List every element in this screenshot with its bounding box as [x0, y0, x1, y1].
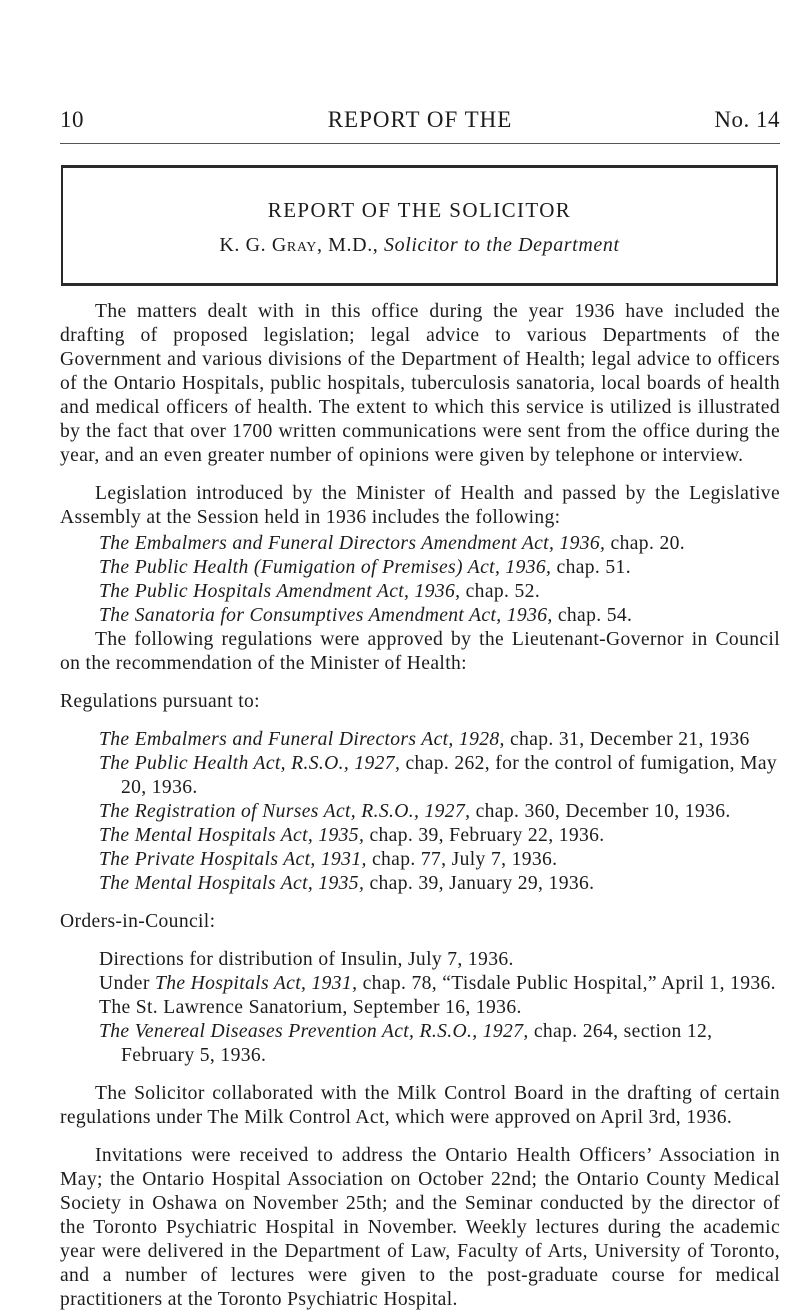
regulation-act-title: The Mental Hospitals Act, 1935,	[99, 825, 365, 846]
orders-heading: Orders-in-Council:	[60, 911, 216, 932]
list-item	[60, 824, 780, 848]
list-item	[60, 800, 780, 824]
order-detail: chap. 78, “Tisdale Public Hospital,” April 1, 1936.	[357, 973, 776, 994]
list-item: The St. Lawrence Sanatorium, September 16, 1936.	[99, 997, 522, 1018]
regulations-list	[60, 728, 780, 896]
author-role: Solicitor to the Department	[384, 234, 620, 256]
list-item: Directions for distribution of Insulin, July 7, 1936.	[99, 949, 514, 970]
section-author	[63, 234, 776, 257]
order-prefix: Under	[99, 973, 155, 994]
paragraph-legislation: Legislation introduced by the Minister of Health and passed by the Legislative Assembly at the Session held in 1936 includes the following:	[60, 483, 780, 528]
act-title: The Public Hospitals Amendment Act, 1936,	[99, 581, 461, 602]
paragraph-milk-control: The Solicitor collaborated with the Milk Control Board in the drafting of certain regulations under The Milk Control Act, which were approved on April 3rd, 1936.	[60, 1083, 780, 1128]
act-chapter: chap. 51.	[551, 557, 631, 578]
regulation-detail: chap. 360, December 10, 1936.	[470, 801, 731, 822]
regulation-act-title: The Registration of Nurses Act, R.S.O., 1927,	[99, 801, 471, 822]
order-act-title: The Venereal Diseases Prevention Act, R.S.O., 1927,	[99, 1021, 529, 1042]
section-title: REPORT OF THE SOLICITOR	[267, 198, 572, 222]
order-act-title: The Hospitals Act, 1931,	[154, 973, 358, 994]
report-body	[60, 300, 780, 1312]
section-title-box	[61, 165, 778, 286]
header-rule	[60, 143, 780, 144]
regulation-act-title: The Private Hospitals Act, 1931,	[99, 849, 367, 870]
regulation-act-title: The Mental Hospitals Act, 1935,	[99, 873, 365, 894]
regulation-detail: chap. 39, February 22, 1936.	[364, 825, 605, 846]
page-number: 10	[60, 107, 84, 132]
list-item	[60, 848, 780, 872]
act-chapter: chap. 20.	[605, 533, 685, 554]
act-title: The Sanatoria for Consumptives Amendment Act, 1936,	[99, 605, 553, 626]
paragraph-regulations: The following regulations were approved by the Lieutenant-Governor in Council on the recommendation of the Minister of Health:	[60, 629, 780, 674]
act-chapter: chap. 54.	[552, 605, 633, 626]
paragraph-overview: The matters dealt with in this office during the year 1936 have included the drafting of proposed legislation; legal advice to various Departments of the Government and various divisions of the Department of Health; legal advice to officers of the Ontario Hospitals, public hospitals, tuberculosis sanatoria, local boards of health and medical officers of health. The extent to which this service is utilized is illustrated by the fact that over 1700 written communications were sent from the office during the year, and an even greater number of opinions were given by telephone or interview.	[60, 301, 780, 466]
running-header	[60, 107, 780, 135]
running-title: REPORT OF THE	[327, 107, 513, 132]
act-title: The Embalmers and Funeral Directors Amendment Act, 1936,	[99, 533, 606, 554]
act-chapter: chap. 52.	[460, 581, 541, 602]
orders-list	[60, 948, 780, 1068]
list-item	[60, 972, 780, 996]
regulation-detail: chap. 39, January 29, 1936.	[364, 873, 595, 894]
regulation-detail: chap. 31, December 21, 1936	[504, 729, 750, 750]
list-item	[60, 556, 780, 580]
order-detail: chap. 264, section 12, February 5, 1936.	[121, 1021, 713, 1066]
paragraph-lectures: Invitations were received to address the Ontario Health Officers’ Association in May; the Ontario Hospital Association on October 22nd; the Ontario County Medical Society in Oshawa on November 25th; and the Seminar conducted by the director of the Toronto Psychiatric Hospital in November. Weekly lectures during the academic year were delivered in the Department of Law, Faculty of Arts, University of Toronto, and a number of lectures were given to the post-graduate course for medical practitioners at the Toronto Psychiatric Hospital.	[60, 1145, 780, 1310]
list-item	[60, 1020, 780, 1068]
regulation-act-title: The Embalmers and Funeral Directors Act, 1928,	[99, 729, 505, 750]
regulation-act-title: The Public Health Act, R.S.O., 1927,	[99, 753, 401, 774]
regulations-heading: Regulations pursuant to:	[60, 691, 260, 712]
author-suffix: , M.D.,	[316, 234, 384, 256]
acts-list	[60, 532, 780, 628]
author-name: K. G. Gray	[219, 234, 317, 256]
issue-number: No. 14	[714, 107, 780, 132]
list-item	[60, 752, 780, 800]
list-item	[60, 872, 780, 896]
list-item	[60, 728, 780, 752]
list-item	[60, 604, 780, 628]
list-item	[60, 580, 780, 604]
regulation-detail: chap. 262, for the control of fumigation, May 20, 1936.	[121, 753, 778, 798]
act-title: The Public Health (Fumigation of Premises) Act, 1936,	[99, 557, 552, 578]
regulation-detail: chap. 77, July 7, 1936.	[366, 849, 558, 870]
list-item	[60, 532, 780, 556]
